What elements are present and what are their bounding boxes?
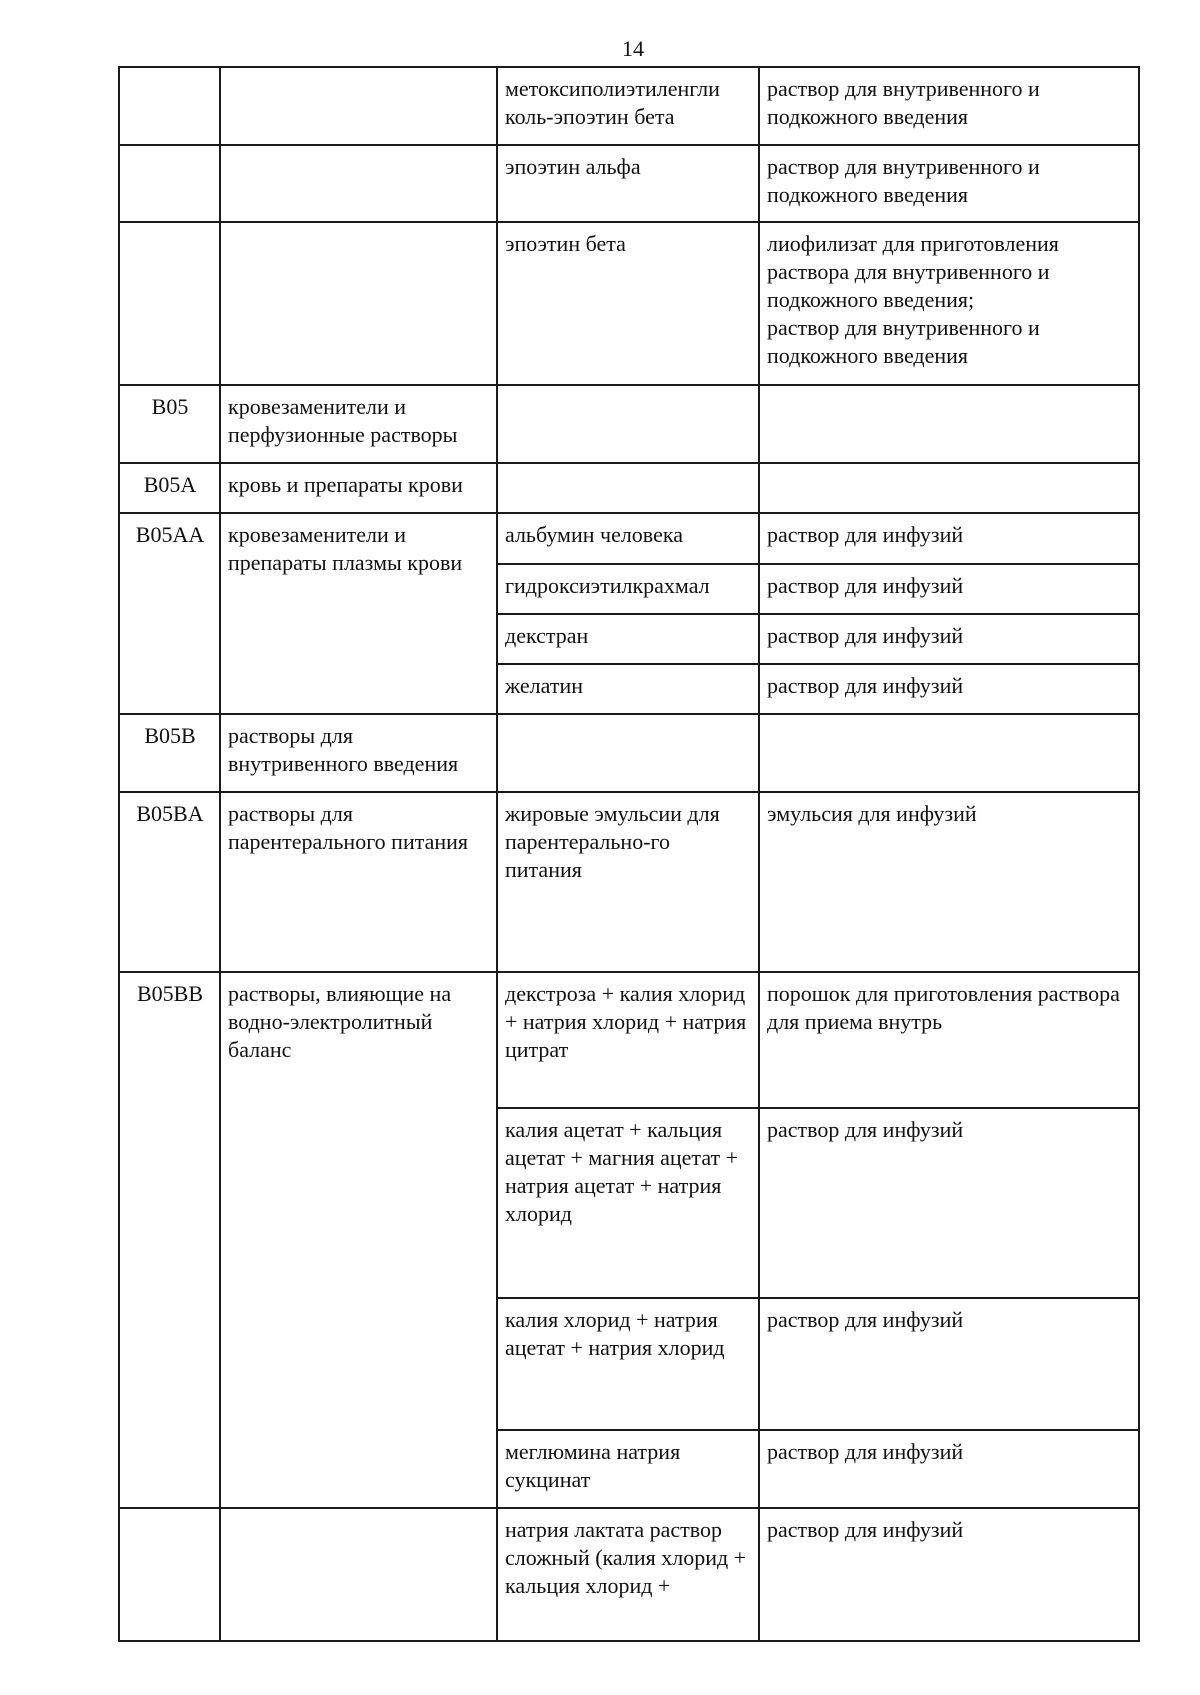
drug-name-cell: калия ацетат + кальция ацетат + магния ацетат + натрия ацетат + натрия хлорид xyxy=(497,1108,759,1298)
drug-name-cell: метоксиполиэтиленгли коль-эпоэтин бета xyxy=(497,67,759,145)
group-name-cell: кровь и препараты крови xyxy=(220,463,497,513)
dosage-form-cell xyxy=(759,564,1139,614)
dosage-form-line: раствор для инфузий xyxy=(767,1307,964,1332)
dosage-form-line: раствор для внутривенного и подкожного введения xyxy=(767,76,1040,129)
atc-code-cell xyxy=(119,1508,220,1641)
drug-name-cell: эпоэтин бета xyxy=(497,222,759,385)
atc-code-cell xyxy=(119,67,220,145)
dosage-form-cell xyxy=(759,222,1139,385)
drug-name-cell: жировые эмульсии для парентерально-го питания xyxy=(497,792,759,972)
drug-name-cell xyxy=(497,463,759,513)
dosage-form-line: раствор для внутривенного и подкожного введения xyxy=(767,315,1040,368)
drug-name-cell: желатин xyxy=(497,664,759,714)
group-name-cell: растворы для внутривенного введения xyxy=(220,714,497,792)
dosage-form-line: раствор для внутривенного и подкожного введения xyxy=(767,154,1040,207)
atc-code-cell xyxy=(119,145,220,222)
drug-name-cell: декстроза + калия хлорид + натрия хлорид + натрия цитрат xyxy=(497,972,759,1108)
drug-name-cell: декстран xyxy=(497,614,759,664)
table-row xyxy=(119,1508,1139,1641)
table-row xyxy=(119,222,1139,385)
dosage-form-cell xyxy=(759,67,1139,145)
group-name-cell xyxy=(220,1508,497,1641)
group-name-cell xyxy=(220,67,497,145)
group-name-cell xyxy=(220,145,497,222)
dosage-form-cell xyxy=(759,1430,1139,1508)
dosage-form-line: раствор для инфузий xyxy=(767,522,964,547)
dosage-form-cell xyxy=(759,513,1139,564)
atc-code-cell: B05A xyxy=(119,463,220,513)
group-name-cell: растворы, влияющие на водно-электролитный баланс xyxy=(220,972,497,1508)
dosage-form-line: раствор для инфузий xyxy=(767,573,964,598)
dosage-form-cell xyxy=(759,792,1139,972)
table-row xyxy=(119,67,1139,145)
drug-name-cell xyxy=(497,714,759,792)
dosage-form-line: раствор для инфузий xyxy=(767,1517,964,1542)
dosage-form-line: раствор для инфузий xyxy=(767,673,964,698)
table-row xyxy=(119,792,1139,972)
dosage-form-line: эмульсия для инфузий xyxy=(767,801,977,826)
dosage-form-cell xyxy=(759,1108,1139,1298)
dosage-form-cell xyxy=(759,614,1139,664)
drug-name-cell: эпоэтин альфа xyxy=(497,145,759,222)
table-row xyxy=(119,513,1139,564)
dosage-form-cell xyxy=(759,463,1139,513)
dosage-form-cell xyxy=(759,664,1139,714)
dosage-form-cell xyxy=(759,1508,1139,1641)
table-row xyxy=(119,385,1139,463)
drug-name-cell: меглюмина натрия сукцинат xyxy=(497,1430,759,1508)
atc-code-cell: B05 xyxy=(119,385,220,463)
dosage-form-cell xyxy=(759,1298,1139,1430)
dosage-form-line: лиофилизат для приготовления раствора для внутривенного и подкожного введения; xyxy=(767,231,1059,312)
atc-code-cell: B05B xyxy=(119,714,220,792)
drug-name-cell xyxy=(497,385,759,463)
dosage-form-line: порошок для приготовления раствора для приема внутрь xyxy=(767,981,1120,1034)
dosage-form-cell xyxy=(759,714,1139,792)
dosage-form-line: раствор для инфузий xyxy=(767,1439,964,1464)
table-row xyxy=(119,714,1139,792)
drug-name-cell: гидроксиэтилкрахмал xyxy=(497,564,759,614)
drug-name-cell: калия хлорид + натрия ацетат + натрия хлорид xyxy=(497,1298,759,1430)
atc-code-cell: B05AA xyxy=(119,513,220,714)
group-name-cell: кровезаменители и перфузионные растворы xyxy=(220,385,497,463)
dosage-form-cell xyxy=(759,972,1139,1108)
table-row xyxy=(119,972,1139,1108)
medicines-table xyxy=(118,66,1140,1642)
page-number: 14 xyxy=(622,36,644,61)
dosage-form-cell xyxy=(759,145,1139,222)
dosage-form-line: раствор для инфузий xyxy=(767,623,964,648)
dosage-form-cell xyxy=(759,385,1139,463)
group-name-cell: растворы для парентерального питания xyxy=(220,792,497,972)
drug-name-cell: альбумин человека xyxy=(497,513,759,564)
dosage-form-line: раствор для инфузий xyxy=(767,1117,964,1142)
atc-code-cell: B05BA xyxy=(119,792,220,972)
table-row xyxy=(119,463,1139,513)
group-name-cell: кровезаменители и препараты плазмы крови xyxy=(220,513,497,714)
atc-code-cell xyxy=(119,222,220,385)
atc-code-cell: B05BB xyxy=(119,972,220,1508)
group-name-cell xyxy=(220,222,497,385)
table-row xyxy=(119,145,1139,222)
drug-name-cell: натрия лактата раствор сложный (калия хлорид + кальция хлорид + xyxy=(497,1508,759,1641)
